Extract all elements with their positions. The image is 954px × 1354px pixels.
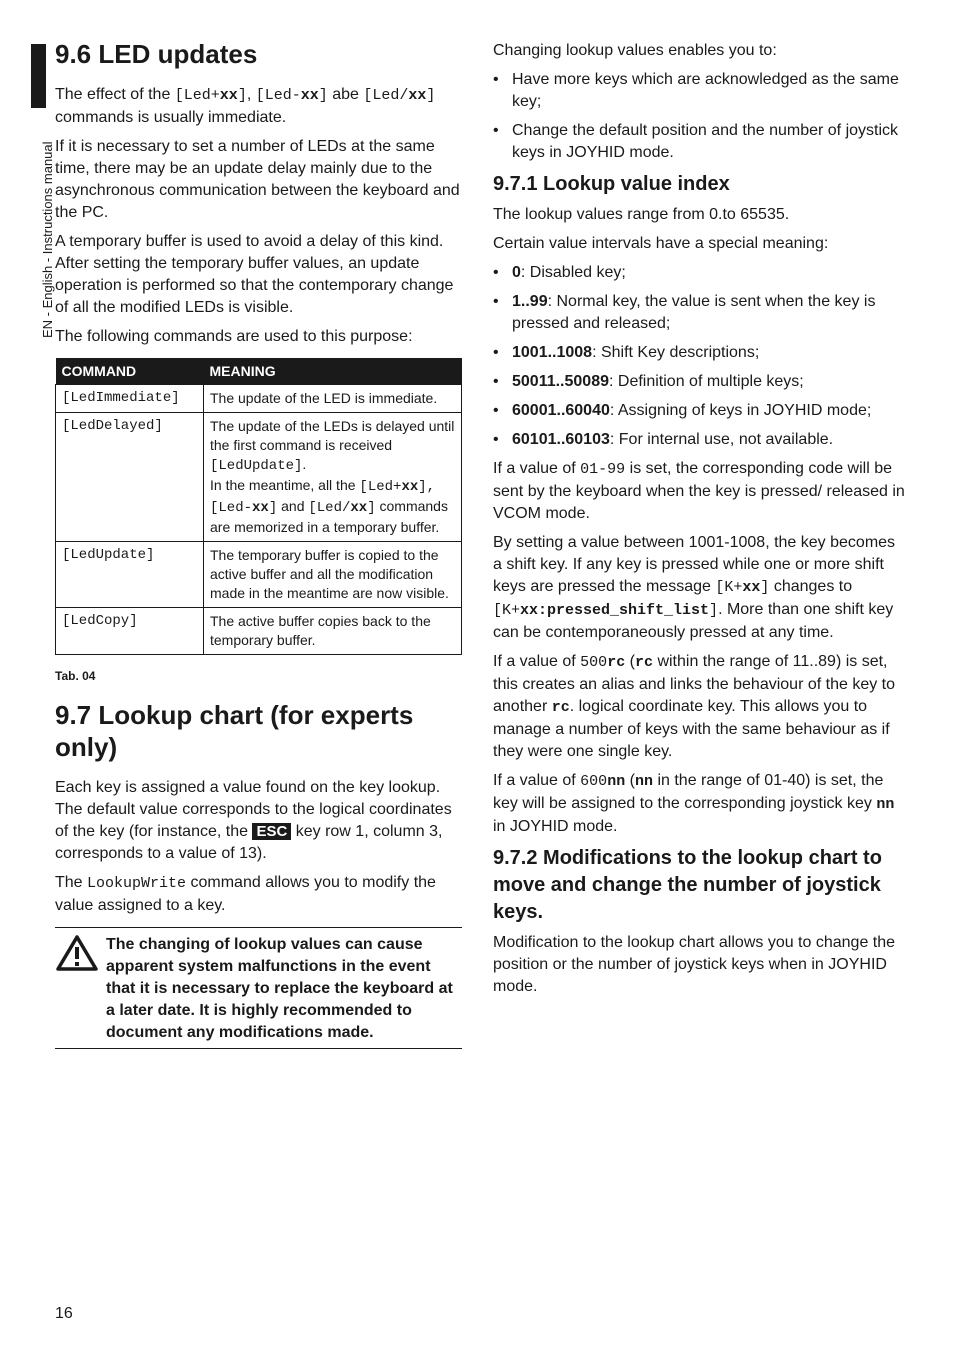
lookup-intro: Changing lookup values enables you to: — [493, 42, 777, 59]
s97-paragraph-1: Each key is assigned a value found on the key lookup. The default value corresponds to the logical coordinates of the key (for instance, the ESC key row 1, column 3, corresponds to a value of 13). — [55, 779, 452, 862]
table-header-row — [56, 358, 462, 385]
side-label: EN - English - Instructions manual — [40, 141, 55, 338]
table-row — [56, 413, 462, 542]
list-item: • 1001..1008: Shift Key descriptions; — [493, 342, 905, 364]
section-9-7-title: 9.7 Lookup chart (for experts only) — [55, 700, 414, 762]
meaning-cell: The active buffer copies back to the temporary buffer. — [204, 608, 462, 655]
warning-box — [55, 927, 462, 1049]
header-meaning: MEANING — [204, 358, 462, 385]
joystick-paragraph: If a value of 600nn (nn in the range of 01-40) is set, the key will be assigned to the corresponding joystick key nn in JOYHID mode. — [493, 772, 895, 835]
list-item: • 60001..60040: Assigning of keys in JOYHID mode; — [493, 400, 905, 422]
list-item: • Have more keys which are acknowledged as the same key; — [493, 69, 905, 113]
list-item: • 1..99: Normal key, the value is sent when the key is pressed and released; — [493, 291, 905, 335]
table-row — [56, 385, 462, 413]
section-9-6-title: 9.6 LED updates — [55, 39, 258, 69]
s97-paragraph-2: The LookupWrite command allows you to modify the value assigned to a key. — [55, 874, 436, 914]
s96-paragraph-2: If it is necessary to set a number of LEDs at the same time, there may be an update delay mainly due to the asynchronous communication between the keyboard and the PC. — [55, 138, 460, 221]
cmd-cell: [LedImmediate] — [56, 385, 204, 413]
cmd-cell: [LedDelayed] — [56, 413, 204, 542]
commands-table — [55, 358, 462, 655]
vcom-paragraph: If a value of 01-99 is set, the corresponding code will be sent by the keyboard when the key is pressed/ released in VCOM mode. — [493, 460, 905, 522]
warning-text: The changing of lookup values can cause apparent system malfunctions in the event that it is necessary to replace the keyboard at a later date. It is highly recommended to document any modifications made. — [106, 936, 453, 1041]
section-9-7-2-title: 9.7.2 Modifications to the lookup chart to move and change the number of joystick keys. — [493, 847, 882, 923]
list-item: • Change the default position and the number of joystick keys in JOYHID mode. — [493, 120, 905, 164]
right-column — [493, 40, 905, 1005]
page-number: 16 — [55, 1305, 73, 1322]
s971-paragraph-1: The lookup values range from 0.to 65535. — [493, 206, 790, 223]
table-row — [56, 608, 462, 655]
list-item: • 50011..50089: Definition of multiple keys; — [493, 371, 905, 393]
s96-paragraph-4: The following commands are used to this purpose: — [55, 328, 413, 345]
warning-triangle-icon — [55, 934, 106, 1044]
section-9-7-1-title: 9.7.1 Lookup value index — [493, 173, 730, 195]
alias-paragraph: If a value of 500rc (rc within the range of 11..89) is set, this creates an alias and links the behaviour of the key to another rc. logical coordinate key. This allows you to manage a number of keys with the same behaviour as if they were one single key. — [493, 653, 896, 760]
meaning-cell: The update of the LEDs is delayed until the first command is received [LedUpdate]. In the meantime, all the [Led+xx], [Led-xx] and [Led/xx] commands are memorized in a temporary buffer. — [204, 413, 462, 542]
meaning-cell: The update of the LED is immediate. — [204, 385, 462, 413]
s972-paragraph: Modification to the lookup chart allows you to change the position or the number of joystick keys when in JOYHID mode. — [493, 934, 896, 995]
s96-paragraph-3: A temporary buffer is used to avoid a delay of this kind. After setting the temporary buffer values, an update operation is performed so that the contemporary change of all the modified LEDs is visible. — [55, 233, 454, 316]
s96-paragraph-1: The effect of the [Led+xx], [Led-xx] abe [Led/xx] commands is usually immediate. — [55, 86, 436, 126]
cmd-cell: [LedCopy] — [56, 608, 204, 655]
left-column — [55, 38, 462, 1049]
table-row — [56, 542, 462, 608]
esc-key-badge: ESC — [252, 823, 291, 840]
header-command: COMMAND — [56, 358, 204, 385]
list-item: • 0: Disabled key; — [493, 262, 905, 284]
meaning-cell: The temporary buffer is copied to the active buffer and all the modification made in the meantime are now visible. — [204, 542, 462, 608]
value-ranges-list — [493, 262, 905, 451]
list-item: • 60101..60103: For internal use, not available. — [493, 429, 905, 451]
table-caption: Tab. 04 — [55, 669, 96, 683]
s971-paragraph-2: Certain value intervals have a special meaning: — [493, 235, 829, 252]
lookup-benefits-list — [493, 69, 905, 164]
cmd-cell: [LedUpdate] — [56, 542, 204, 608]
shift-paragraph: By setting a value between 1001-1008, the key becomes a shift key. If any key is pressed while one or more shift keys are pressed the message [K+xx] changes to [K+xx:pressed_shift_list]. More than one shift key can be contemporaneously pressed at any time. — [493, 534, 896, 641]
side-marker-bar — [31, 44, 46, 108]
